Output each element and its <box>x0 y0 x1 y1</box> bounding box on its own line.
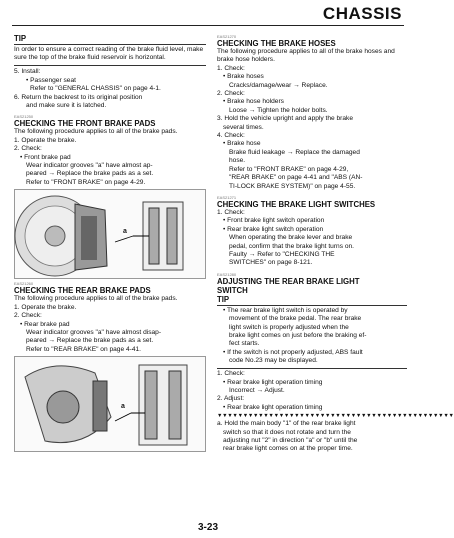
rear-step-2: 2. Check: <box>14 312 42 320</box>
step-6: 6. Return the backrest to its original position <box>14 93 143 101</box>
final-step-line-3: adjusting nut "2" in direction "a" or "b" until the <box>223 437 358 445</box>
tip-item-2-line-2: code No.23 may be displayed. <box>229 357 318 365</box>
rear-step-2-text-2: peared → Replace the brake pads as a set. <box>26 337 154 345</box>
adjust-step-1-text: Incorrect → Adjust. <box>229 387 285 394</box>
page-number: 3-23 <box>197 522 218 533</box>
tip-end-rule <box>14 65 206 66</box>
switch-text-2: pedal, confirm that the brake light turns on. <box>229 242 354 250</box>
adjust-code: EAS21280 <box>217 271 237 277</box>
tip-item-2-line-1: • If the switch is not properly adjusted, ABS fault <box>223 348 363 356</box>
switch-item-front: • Front brake light switch operation <box>223 217 325 225</box>
tip-end-rule-right <box>217 368 407 369</box>
final-step-line-2: switch so that it does not rotate and turn the <box>223 428 351 436</box>
step-5-ref: Refer to "GENERAL CHASSIS" on page 4-1. <box>30 85 161 93</box>
front-step-1: 1. Operate the brake. <box>14 136 77 144</box>
rear-step-1: 1. Operate the brake. <box>14 303 77 311</box>
brake-hoses-heading: CHECKING THE BRAKE HOSES <box>217 39 336 48</box>
hoses-step-2: 2. Check: <box>217 90 245 98</box>
tip-heading: TIP <box>14 34 206 45</box>
front-step-2-text-1: Wear indicator grooves "a" have almost ap- <box>26 162 153 170</box>
brake-light-switch-heading: CHECKING THE BRAKE LIGHT SWITCHES <box>217 199 376 209</box>
tip-item-1-line-2: movement of the brake pedal. The rear brake <box>229 315 362 323</box>
switch-step-1: 1. Check: <box>217 208 245 216</box>
switch-text-4: SWITCHES" on page 8-121. <box>229 259 313 267</box>
step-5: 5. Install: <box>14 68 41 76</box>
tip-text: In order to ensure a correct reading of the brake fluid level, make sure the top of the brake fluid reservoir is horizontal. <box>14 46 204 62</box>
rear-step-2-item: • Rear brake pad <box>20 320 70 328</box>
switch-text-3: Faulty → Refer to "CHECKING THE <box>229 250 335 258</box>
front-step-2-item: • Front brake pad <box>20 153 71 161</box>
hoses-step-4-ref-1: Refer to "FRONT BRAKE" on page 4-29, <box>229 165 349 173</box>
front-code: EAS21250 <box>14 114 34 120</box>
front-fig-label-a: a <box>123 228 127 236</box>
tip-item-1-line-4: brake light comes on just before the braking ef- <box>229 331 367 339</box>
step-6-cont: and make sure it is latched. <box>26 102 107 110</box>
hoses-step-4-ref-2: "REAR BRAKE" on page 4-41 and "ABS (AN- <box>229 174 363 182</box>
front-step-2: 2. Check: <box>14 145 42 153</box>
page-title: CHASSIS <box>322 4 402 23</box>
rear-brake-figure <box>14 356 206 452</box>
front-step-2-ref: Refer to "FRONT BRAKE" on page 4-29. <box>26 178 146 186</box>
hoses-step-4: 4. Check: <box>217 132 245 140</box>
adjust-tip-heading: TIP <box>217 295 407 306</box>
right-column <box>217 34 454 454</box>
tip-item-1-line-1: • The rear brake light switch is operated by <box>223 306 348 314</box>
hoses-step-2-text: Loose → Tighten the holder bolts. <box>229 106 328 114</box>
rear-step-2-ref: Refer to "REAR BRAKE" on page 4-41. <box>26 345 142 353</box>
hoses-step-1-text: Cracks/damage/wear → Replace. <box>229 81 328 89</box>
tip-item-1-line-5: fect starts. <box>229 340 260 348</box>
rear-intro: The following procedure applies to all of the brake pads. <box>14 295 178 303</box>
rear-fig-label-a: a <box>121 403 125 411</box>
hoses-step-3-cont: several times. <box>223 123 264 131</box>
front-pads-heading: CHECKING THE FRONT BRAKE PADS <box>14 119 156 129</box>
step-5-item: • Passenger seat <box>26 76 76 84</box>
rear-pads-heading: CHECKING THE REAR BRAKE PADS <box>14 286 151 296</box>
front-intro: The following procedure applies to all of the brake pads. <box>14 128 178 136</box>
final-step-line-1: a. Hold the main body "1" of the rear brake light <box>217 420 356 428</box>
adjust-heading-2: SWITCH <box>217 285 248 295</box>
tip-item-1-line-3: light switch is properly adjusted when the <box>229 323 349 331</box>
final-step-line-4: rear brake light comes on at the proper time. <box>223 445 353 453</box>
hoses-step-1: 1. Check: <box>217 64 245 72</box>
rear-step-2-text-1: Wear indicator grooves "a" have almost disap- <box>26 328 162 336</box>
arrow-separator: ▼▼▼▼▼▼▼▼▼▼▼▼▼▼▼▼▼▼▼▼▼▼▼▼▼▼▼▼▼▼▼▼▼▼▼▼▼▼▼▼▼▼▼▼▼▼ <box>217 413 454 420</box>
adjust-step-2-item: • Rear brake light operation timing <box>223 403 323 411</box>
adjust-step-1-item: • Rear brake light operation timing <box>223 378 323 386</box>
header-rule <box>12 25 404 26</box>
hoses-step-4-text-1: Brake fluid leakage → Replace the damaged <box>229 148 360 156</box>
adjust-step-2: 2. Adjust: <box>217 395 245 403</box>
front-brake-illustration <box>15 190 205 278</box>
front-brake-figure <box>14 189 206 279</box>
hoses-intro: The following procedure applies to all of the brake hoses and brake hose holders. <box>217 48 395 64</box>
hoses-step-2-item: • Brake hose holders <box>223 98 284 106</box>
hoses-step-4-item: • Brake hose <box>223 140 261 148</box>
rear-code: EAS21260 <box>14 281 34 287</box>
front-step-2-text-2: peared → Replace the brake pads as a set. <box>26 170 154 178</box>
switch-code: EAS21271 <box>217 194 237 200</box>
adjust-heading-1: ADJUSTING THE REAR BRAKE LIGHT <box>217 276 360 286</box>
switch-text-1: When operating the brake lever and brake <box>229 234 353 242</box>
rear-brake-illustration <box>15 357 205 451</box>
hoses-step-1-item: • Brake hoses <box>223 73 264 81</box>
hoses-step-4-text-2: hose. <box>229 157 246 165</box>
switch-item-rear: • Rear brake light switch operation <box>223 225 324 233</box>
adjust-step-1: 1. Check: <box>217 370 245 378</box>
left-column <box>14 34 206 454</box>
hoses-code: EAS21270 <box>217 34 237 39</box>
hoses-step-3: 3. Hold the vehicle upright and apply the brake <box>217 115 353 123</box>
hoses-step-4-ref-3: TI-LOCK BRAKE SYSTEM)" on page 4-55. <box>229 182 356 190</box>
